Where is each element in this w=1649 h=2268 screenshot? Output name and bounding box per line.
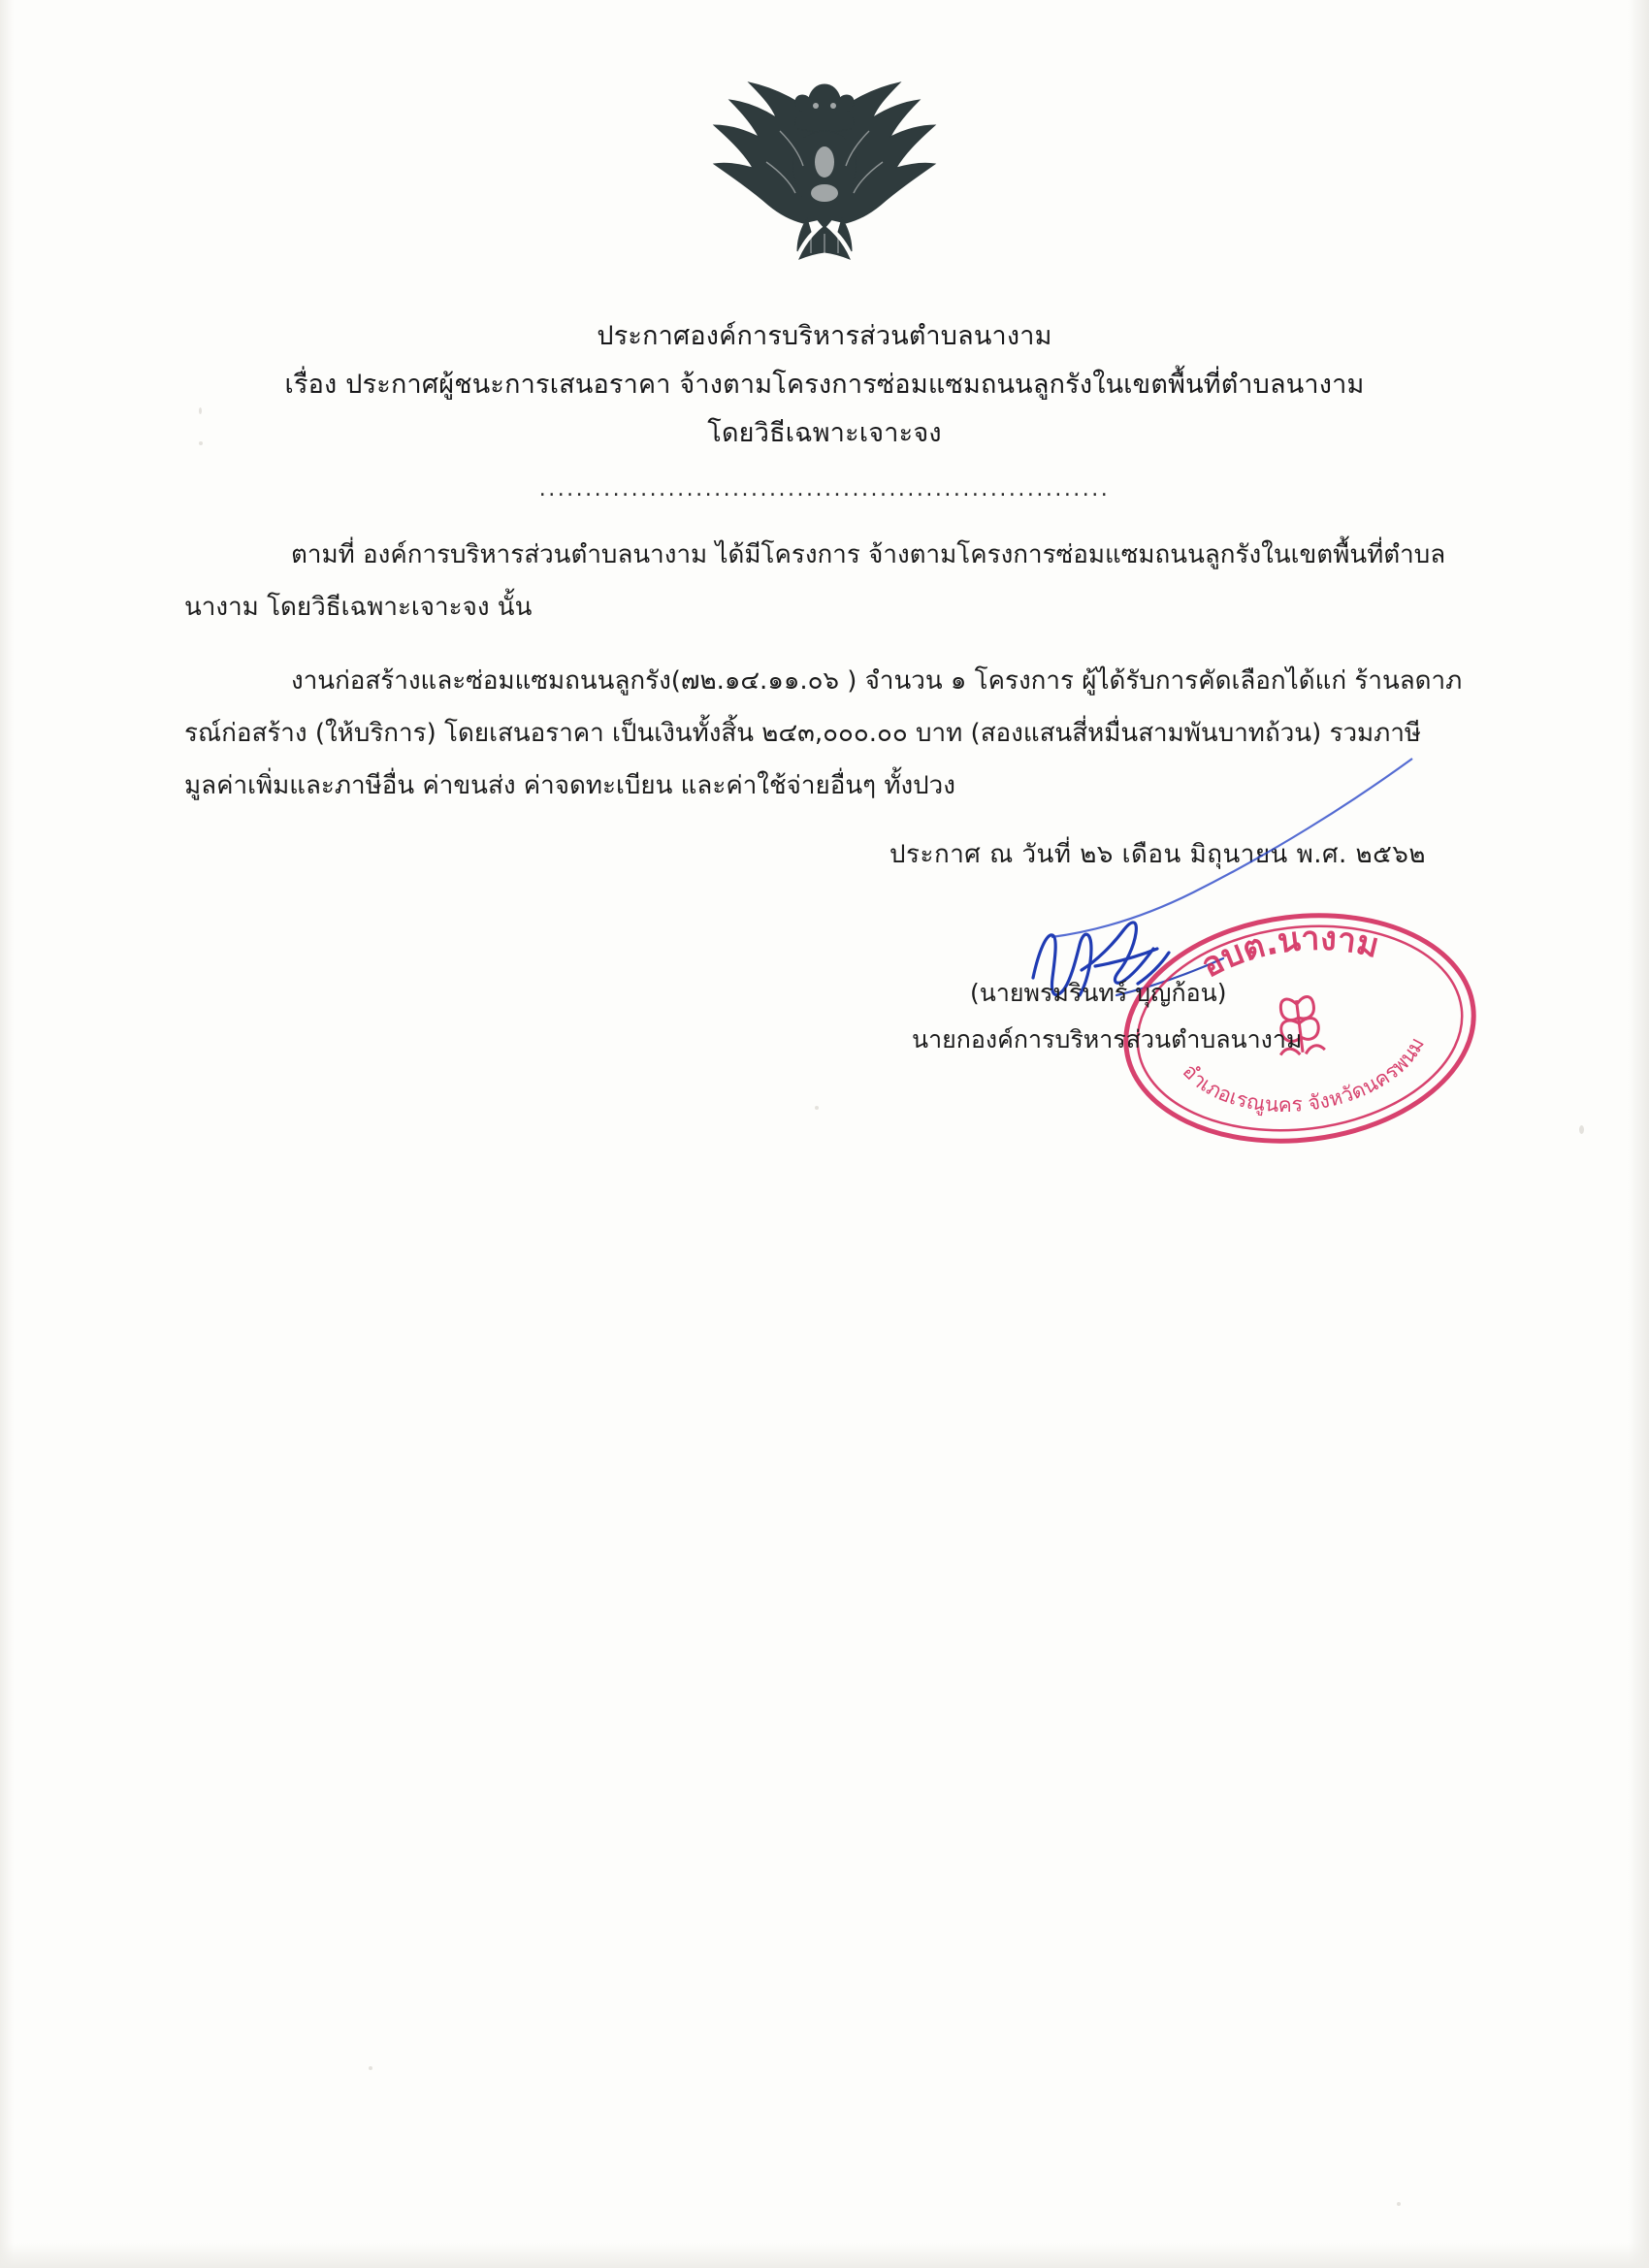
scan-speck: [1579, 1125, 1584, 1134]
paragraph-1-text: ตามที่ องค์การบริหารส่วนตำบลนางาม ได้มีโครงการ จ้างตามโครงการซ่อมแซมถนนลูกรังในเขตพื้นที่ตำบลนางาม โดยวิธีเฉพาะเจาะจง นั้น: [184, 540, 1446, 622]
divider-dotted: ..............................................................: [538, 477, 1111, 502]
scan-speck: [369, 2066, 372, 2070]
scan-speck: [815, 1106, 819, 1110]
notice-date: ประกาศ ณ วันที่ ๒๖ เดือน มิถุนายน พ.ศ. ๒๕๖๒: [889, 840, 1426, 869]
scan-edge-right: [1628, 0, 1649, 2268]
scan-edge-bottom: [0, 2243, 1649, 2268]
stamp-bottom-text: อำเภอเรณูนคร จังหวัดนครพนม: [1178, 1033, 1430, 1117]
stamp-top-text: อบต.นางาม: [1194, 919, 1383, 987]
signer-name: (นายพรมรินทร์ บุญก้อน): [970, 979, 1227, 1007]
page-title: ประกาศองค์การบริหารส่วนตำบลนางาม: [597, 321, 1052, 351]
document-subject-line: เรื่อง ประกาศผู้ชนะการเสนอราคา จ้างตามโครงการซ่อมแซมถนนลูกรังในเขตพื้นที่ตำบลนางาม: [284, 370, 1365, 400]
document-title-block: [146, 312, 1504, 458]
signer-role: นายกองค์การบริหารส่วนตำบลนางาม: [912, 1025, 1303, 1053]
scan-edge-left: [0, 0, 14, 2268]
paragraph-2-text: งานก่อสร้างและซ่อมแซมถนนลูกรัง(๗๒.๑๔.๑๑.๐๖ ) จำนวน ๑ โครงการ ผู้ได้รับการคัดเลือกได้แก่ ร้านลดาภรณ์ก่อสร้าง (ให้บริการ) โดยเสนอราคา เป็นเงินทั้งสิ้น ๒๔๓,๐๐๐.๐๐ บาท (สองแสนสี่หมื่นสามพันบาทถ้วน) รวมภาษีมูลค่าเพิ่มและภาษีอื่น ค่าขนส่ง ค่าจดทะเบียน และค่าใช้จ่ายอื่นๆ ทั้งปวง: [184, 666, 1463, 800]
paragraph-background: [184, 529, 1465, 633]
signature-block: [679, 970, 1358, 1063]
garuda-emblem: [679, 73, 970, 281]
document-method-line: โดยวิธีเฉพาะเจาะจง: [707, 418, 942, 448]
scan-speck: [1397, 2202, 1401, 2206]
